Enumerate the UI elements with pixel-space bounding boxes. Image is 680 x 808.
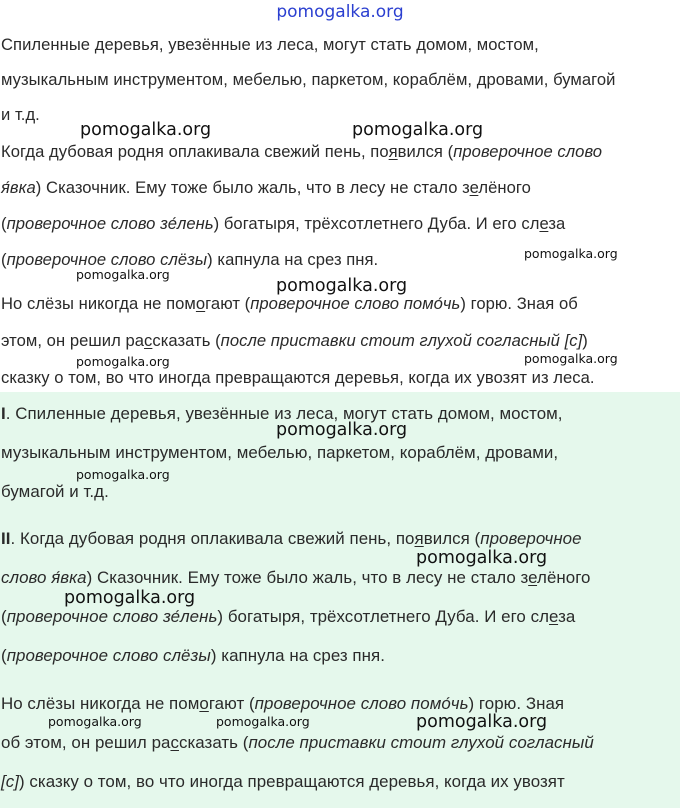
p3-line-1: Но слёзы никогда не помогают (проверочное слово помо́чь) горю. Зная об	[1, 294, 578, 313]
watermark: pomogalka.org	[80, 120, 212, 140]
watermark: pomogalka.org	[524, 246, 618, 261]
watermark: pomogalka.org	[216, 714, 310, 729]
s3-line-3: [с]) сказку о том, во что иногда превращаются деревья, когда их увозят	[1, 772, 565, 791]
highlighted-letter: о	[195, 294, 206, 313]
watermark: pomogalka.org	[352, 120, 484, 140]
highlighted-letter: е	[549, 607, 559, 626]
watermark: pomogalka.org	[76, 467, 170, 482]
s1-line-3: бумагой и т.д.	[1, 482, 109, 501]
watermark: pomogalka.org	[48, 714, 142, 729]
p1-line-2: музыкальным инструментом, мебелью, паркетом, кораблём, дровами, бумагой	[1, 70, 616, 89]
s1-line-1: I. Спиленные деревья, увезённые из леса, могут стать домом, мостом,	[1, 404, 563, 423]
p3-line-2: этом, он решил рассказать (после приставки стоит глухой согласный [с])	[1, 331, 588, 350]
p1-line-1: Спиленные деревья, увезённые из леса, могут стать домом, мостом,	[1, 35, 539, 54]
highlighted-letter: с	[170, 733, 179, 752]
highlighted-letter: с	[144, 331, 153, 350]
p1-line-3: и т.д.	[1, 105, 40, 124]
watermark: pomogalka.org	[416, 712, 548, 732]
s2-line-2: слово я́вка) Сказочник. Ему тоже было жаль, что в лесу не стало зелёного	[1, 568, 591, 587]
s1-line-2: музыкальным инструментом, мебелью, паркетом, кораблём, дровами,	[1, 443, 559, 462]
highlighted-letter: е	[469, 178, 479, 197]
s2-line-3: (проверочное слово зе́лень) богатыря, трёхсотлетнего Дуба. И его слеза	[1, 607, 576, 626]
highlighted-letter: о	[199, 694, 209, 713]
p2-line-1: Когда дубовая родня оплакивала свежий пень, появился (проверочное слово	[1, 142, 603, 161]
section-numeral: I	[1, 404, 6, 423]
p2-line-3: (проверочное слово зе́лень) богатыря, трёхсотлетнего Дуба. И его слеза	[1, 214, 566, 233]
highlighted-letter: е	[528, 568, 538, 587]
p3-line-3: сказку о том, во что иногда превращаются деревья, когда их увозят из леса.	[1, 368, 595, 387]
watermark: pomogalka.org	[416, 548, 548, 568]
watermark: pomogalka.org	[64, 588, 196, 608]
watermark: pomogalka.org	[524, 351, 618, 366]
highlighted-letter: е	[539, 214, 549, 233]
s3-line-1: Но слёзы никогда не помогают (проверочное слово помо́чь) горю. Зная	[1, 694, 565, 713]
p2-line-4: (проверочное слово слёзы) капнула на срез пня.	[1, 250, 379, 269]
highlighted-letter: я	[388, 142, 398, 161]
site-brand[interactable]: pomogalka.org	[276, 2, 404, 22]
s2-line-4: (проверочное слово слёзы) капнула на срез пня.	[1, 646, 385, 665]
s2-line-1: II. Когда дубовая родня оплакивала свежий пень, появился (проверочное	[1, 529, 582, 548]
watermark: pomogalka.org	[276, 420, 408, 440]
section-numeral: II	[1, 529, 11, 548]
p2-line-2: я́вка) Сказочник. Ему тоже было жаль, что в лесу не стало зелёного	[1, 178, 531, 197]
watermark: pomogalka.org	[76, 267, 170, 282]
s3-line-2: об этом, он решил рассказать (после приставки стоит глухой согласный	[1, 733, 594, 752]
highlighted-letter: я	[414, 529, 424, 548]
watermark: pomogalka.org	[276, 276, 408, 296]
watermark: pomogalka.org	[76, 354, 170, 369]
